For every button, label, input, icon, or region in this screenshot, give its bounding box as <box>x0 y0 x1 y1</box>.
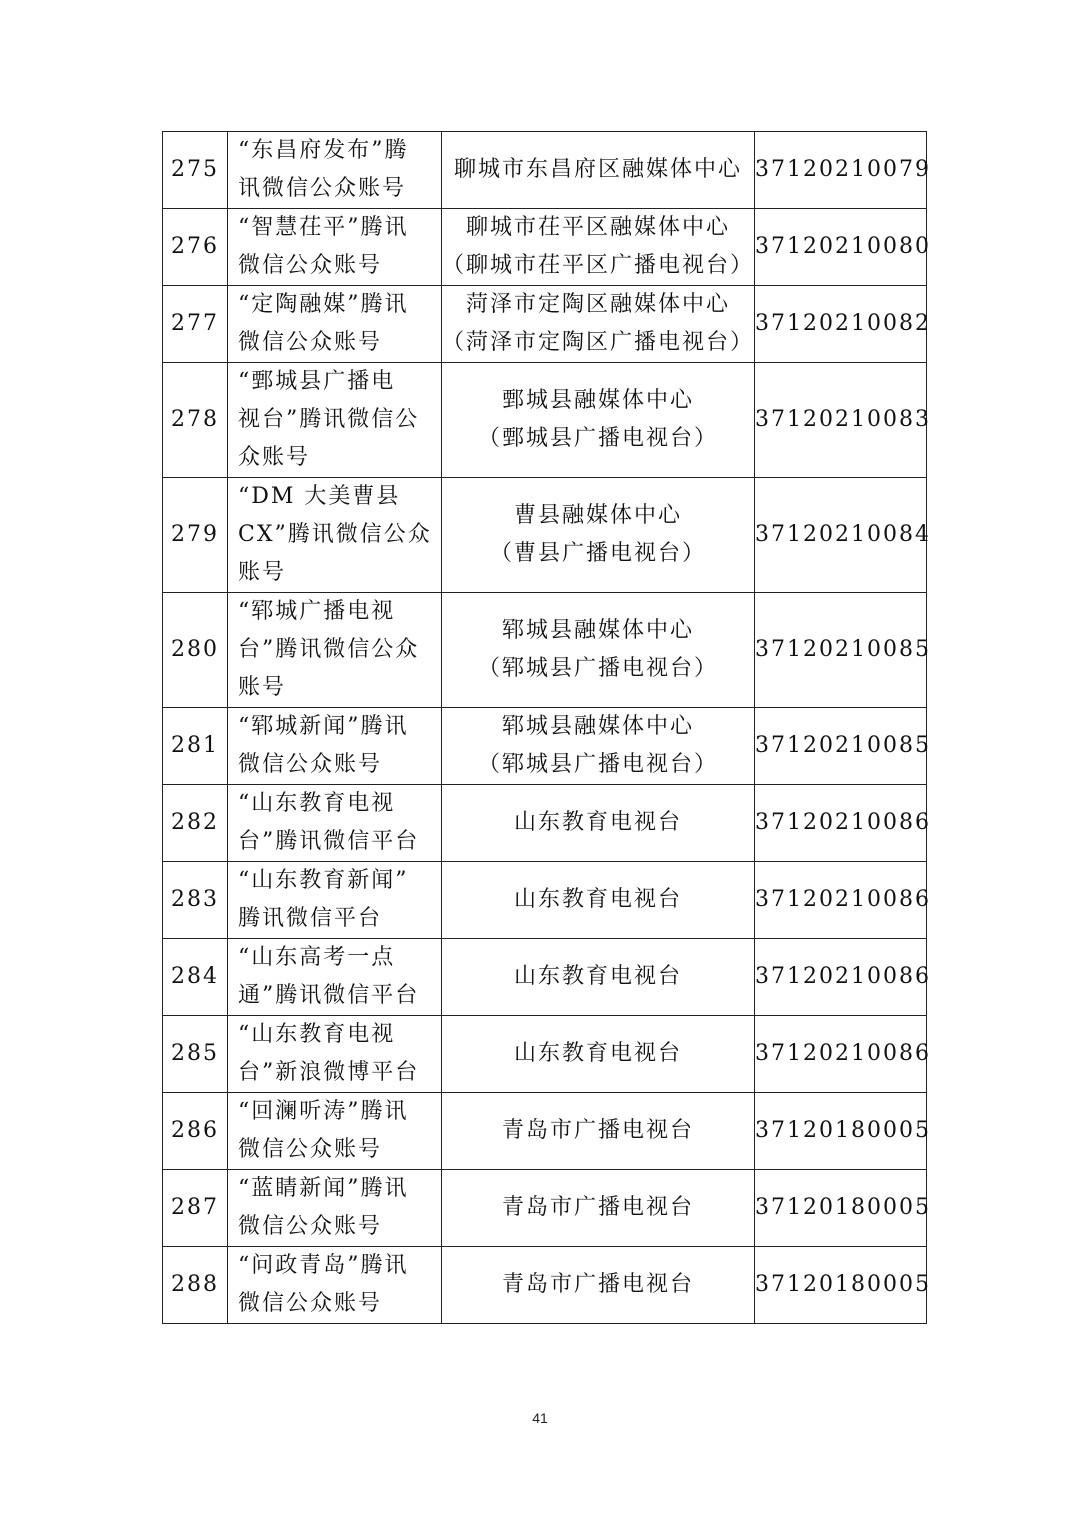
license-code: 37120210086 <box>755 1016 927 1093</box>
organization-name: 曹县融媒体中心 （曹县广播电视台） <box>442 478 755 593</box>
account-name: “蓝睛新闻”腾讯 微信公众账号 <box>228 1170 442 1247</box>
organization-name: 山东教育电视台 <box>442 939 755 1016</box>
row-number: 281 <box>163 708 228 785</box>
table-row <box>163 1170 927 1247</box>
table-row <box>163 1016 927 1093</box>
table-row <box>163 593 927 708</box>
row-number: 287 <box>163 1170 228 1247</box>
row-number: 282 <box>163 785 228 862</box>
organization-name: 青岛市广播电视台 <box>442 1247 755 1324</box>
table-row <box>163 132 927 209</box>
organization-name: 青岛市广播电视台 <box>442 1170 755 1247</box>
table-row <box>163 862 927 939</box>
table-row <box>163 785 927 862</box>
account-name: “DM 大美曹县 CX”腾讯微信公众 账号 <box>228 478 442 593</box>
table-row <box>163 1247 927 1324</box>
table-body <box>163 132 931 1324</box>
account-name: “山东教育新闻” 腾讯微信平台 <box>228 862 442 939</box>
organization-name: 山东教育电视台 <box>442 862 755 939</box>
organization-name: 聊城市茌平区融媒体中心 （聊城市茌平区广播电视台） <box>442 209 755 286</box>
account-name: “山东高考一点 通”腾讯微信平台 <box>228 939 442 1016</box>
license-code: 37120210086 <box>755 785 927 862</box>
account-name: “定陶融媒”腾讯 微信公众账号 <box>228 286 442 363</box>
organization-name: 郓城县融媒体中心 （郓城县广播电视台） <box>442 708 755 785</box>
account-name: “智慧茌平”腾讯 微信公众账号 <box>228 209 442 286</box>
table-row <box>163 1093 927 1170</box>
account-name: “鄄城县广播电 视台”腾讯微信公 众账号 <box>228 363 442 478</box>
row-number: 283 <box>163 862 228 939</box>
account-name: “回澜听涛”腾讯 微信公众账号 <box>228 1093 442 1170</box>
table-row <box>163 478 927 593</box>
account-name: “郓城新闻”腾讯 微信公众账号 <box>228 708 442 785</box>
table-row <box>163 708 927 785</box>
organization-name: 鄄城县融媒体中心 （鄄城县广播电视台） <box>442 363 755 478</box>
table-row <box>163 363 927 478</box>
page-number: 41 <box>532 1410 548 1426</box>
registry-table <box>162 131 931 1324</box>
account-name: “山东教育电视 台”新浪微博平台 <box>228 1016 442 1093</box>
organization-name: 青岛市广播电视台 <box>442 1093 755 1170</box>
license-code: 37120180005 <box>755 1093 927 1170</box>
organization-name: 山东教育电视台 <box>442 785 755 862</box>
license-code: 37120210080 <box>755 209 927 286</box>
license-code: 37120210084 <box>755 478 927 593</box>
organization-name: 郓城县融媒体中心 （郓城县广播电视台） <box>442 593 755 708</box>
license-code: 37120210082 <box>755 286 927 363</box>
row-number: 280 <box>163 593 228 708</box>
license-code: 37120210085 <box>755 593 927 708</box>
table-row <box>163 939 927 1016</box>
organization-name: 山东教育电视台 <box>442 1016 755 1093</box>
license-code: 37120210086 <box>755 939 927 1016</box>
table-row <box>163 209 927 286</box>
row-number: 286 <box>163 1093 228 1170</box>
row-number: 276 <box>163 209 228 286</box>
organization-name: 菏泽市定陶区融媒体中心 （菏泽市定陶区广播电视台） <box>442 286 755 363</box>
row-number: 278 <box>163 363 228 478</box>
row-number: 275 <box>163 132 228 209</box>
row-number: 288 <box>163 1247 228 1324</box>
row-number: 284 <box>163 939 228 1016</box>
row-number: 285 <box>163 1016 228 1093</box>
row-number: 277 <box>163 286 228 363</box>
account-name: “问政青岛”腾讯 微信公众账号 <box>228 1247 442 1324</box>
license-code: 37120180005 <box>755 1247 927 1324</box>
account-name: “东昌府发布”腾 讯微信公众账号 <box>228 132 442 209</box>
license-code: 37120210086 <box>755 862 927 939</box>
account-name: “郓城广播电视 台”腾讯微信公众 账号 <box>228 593 442 708</box>
license-code: 37120210083 <box>755 363 927 478</box>
row-number: 279 <box>163 478 228 593</box>
license-code: 37120210079 <box>755 132 927 209</box>
license-code: 37120180005 <box>755 1170 927 1247</box>
license-code: 37120210085 <box>755 708 927 785</box>
organization-name: 聊城市东昌府区融媒体中心 <box>442 132 755 209</box>
table-row <box>163 286 927 363</box>
account-name: “山东教育电视 台”腾讯微信平台 <box>228 785 442 862</box>
